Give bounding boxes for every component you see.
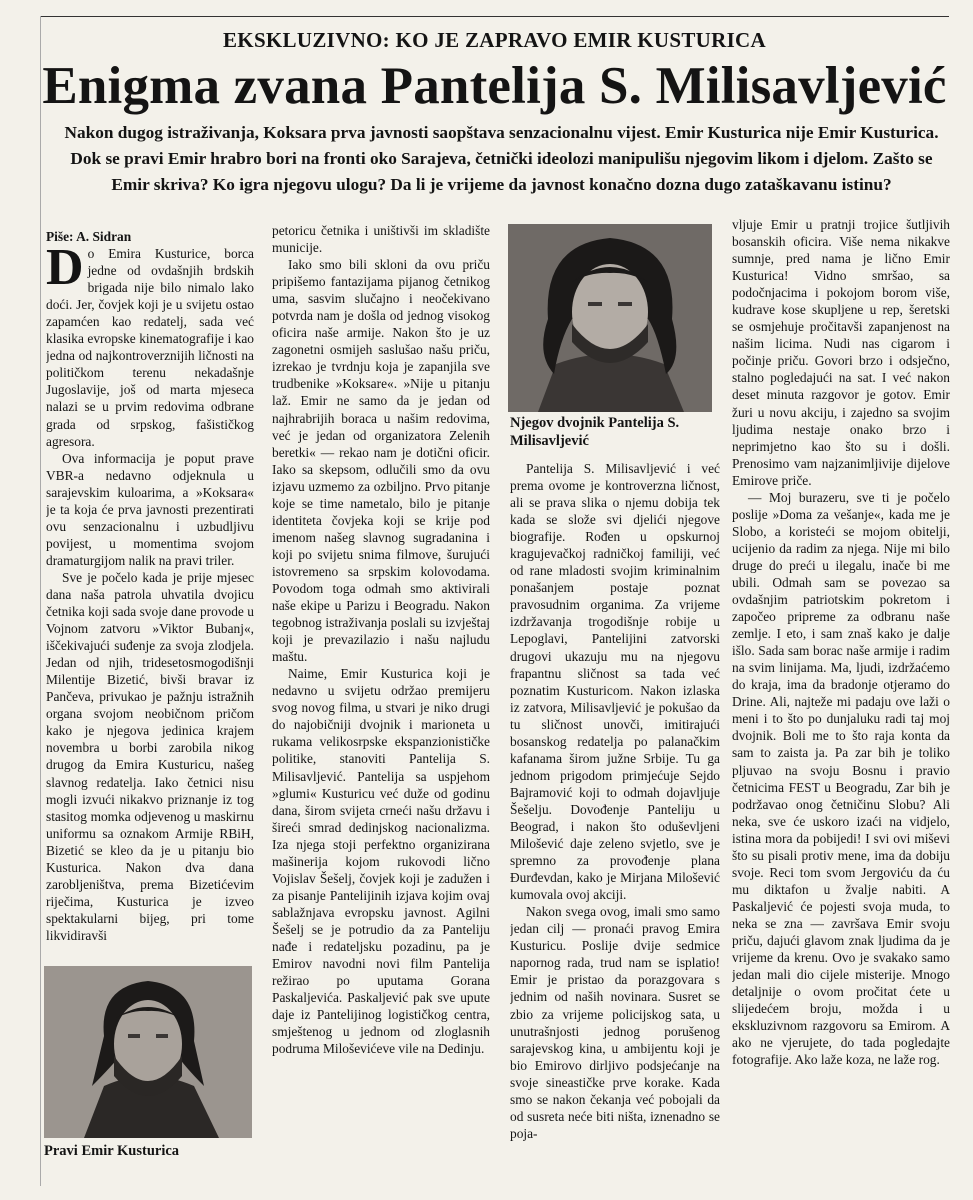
- top-rule: [40, 16, 949, 17]
- headline: Enigma zvana Pantelija S. Milisavljević: [42, 57, 947, 115]
- article-column-2: [272, 222, 490, 1167]
- lead-paragraph: Nakon dugog istraživanja, Koksara prva javnosti saopštava senzacionalnu vijest. Emir Kusturica nije Emir Kusturica. Dok se pravi Emir hrabro bori na fronti oko Sarajeva, četnički ideolozi manipulišu njegovim likom i djelom. Zašto se Emir skriva? Ko igra njegovu ulogu? Da li je vrijeme da javnost konačno dozna dugo zataškavanu istinu?: [64, 123, 939, 194]
- column-3-paragraph-2: Nakon svega ovog, imali smo samo jedan cilj — pronaći pravog Emira Kusturicu. Poslije dvije sedmice napornog rada, trud nam se isplatio! Emir je pristao da porazgovara s jednim od naših novinara. Susret se zbio za vrijeme policijskog sata, u unutrašnjosti jednog porušenog sarajevskog kina, u ambijentu koji je bio Emirovo dirljivo podsjećanje na svoje sineastičke prve korake. Kada smo se nakon čekanja već pobojali da od susreta neće biti ništa, iznenadno se poja-: [510, 904, 720, 1141]
- column-1-paragraph-2: Ova informacija je poput prave VBR-a nedavno odjeknula u sarajevskim kuloarima, a »Koksara« je ta koja će prva javnosti prezentirati ovu senzacionalnu i uzbudljivu povijest, u momentima svojom dramaturgijom nalik na pravi triler.: [46, 450, 254, 568]
- column-3-paragraph-1: Pantelija S. Milisavljević i već prema ovome je kontroverzna ličnost, ali se prava slika o njemu dobija tek kada se slože svi djelići njegove biografije. Rođen u opskurnoj kragujevačkoj radničkoj familiji, već od rane mladosti svojim kriminalnim ponašanjem postaje poznat pravosudnim organima. Za vrijeme izdržavanja trogodišnje robije u Lepoglavi, Pantelijini zatvorski drugovi ukazuju mu na njegovu frapantnu sličnost sa tada već poznatim Kusturicom. Nakon izlaska iz zatvora, Milisavljević je pokušao da tu sličnost unovči, imitirajući bosanskog redatelja po palanačkim kafanama širom južne Srbije. Tu ga jednom prigodom primjećuje Sejdo Bajramović koji to odmah dojavljuje Šešelju. Dovođenje Panteliju u Beograd, i nakon što oduševljeni Milošević daje zeleno svjetlo, sve je spremno za provođenje plana Đurđevdan, kako je Mirjana Milošević kumovala ovoj akciji.: [510, 461, 720, 903]
- article-column-1: [46, 228, 254, 968]
- drop-cap: D: [46, 239, 84, 297]
- column-4-paragraph-1: vljuje Emir u pratnji trojice šutljivih bosanskih oficira. Više nema nikakve sumnje, pred nama je lično Emir Kusturica! Vidno smršao, sa podočnjacima i pokojom borom više, kudrave kose skupljene u rep, šeretski se osmjehuje pročitavši zapanjenost na našim licima. Nudi nas cigarom i počinje priču. Govori brzo i odsječno, stalno pogledajući na sat. I već nakon deset minuta razgovor je gotov. Emir žuri u novu akciju, i zajedno sa svojim ljudima nestaje onako brzo i neprimjetno kao što su i došli. Prenosimo vam najzanimljivije dijelove Emirove priče.: [732, 217, 950, 488]
- article-column-4: [732, 216, 950, 1166]
- photo-double-pantelija: [508, 224, 712, 412]
- column-2-paragraph-2: Iako smo bili skloni da ovu priču pripišemo fantazijama pijanog četnikog uma, sasvim slučajno i neočekivano potvrda nam je došla od jednog visokog oficira naše armije. Nakon što je uz zagonetni osmijeh saslušao našu priču, izrekao je tvrdnju koja je zapanjila sve trudbenike »Koksare«. »Nije u pitanju laž. Emir ne samo da je jedan od najhrabrijih boraca u našim redovima, već je jedan od organizatora Zelenih beretki« — rekao nam je dotični oficir. Iako sa skepsom, odlučili smo da ovu izjavu uzmemo za ozbiljno. Prvo pitanje koje se time nametalo, bilo je pitanje identiteta čovjeka koji se krije pod imenom našeg slavnog sugradanina i koji po svijetu snima filmove, šurujući istovremeno sa srpskim kolovodama. Povodom toga odmah smo aktivirali naše ekipe u Parizu i Beogradu. Nakon tegobnog istraživanja poslali su izvještaj koji je prevazilazio i našu najludu maštu.: [272, 257, 490, 665]
- caption-double-pantelija: Njegov dvojnik Pantelija S. Milisavljević: [510, 415, 680, 449]
- article-column-3: [510, 460, 720, 1165]
- column-1-paragraph-1: Do Emira Kusturice, borca jedne od ovdašnjih brdskih brigada nije bilo nimalo lako doći. Jer, čovjek koji je u svijetu ostao zapamćen kao redatelj, sada već klasika evropske kinematografije i kao jedna od najkontroverznijih ličnosti na političkom terenu nekadašnje Jugoslavije, još od marta mjeseca nalazi se u prvim redovima odbrane grada od srpskog, fašističkog agresora.: [46, 239, 254, 449]
- photo-real-emir: [44, 966, 252, 1138]
- column-2-paragraph-1: petoricu četnika i uništivši im skladište municije.: [272, 223, 490, 256]
- byline: Piše: A. Sidran: [46, 229, 132, 244]
- column-4-paragraph-2: — Moj burazeru, sve ti je počelo poslije »Doma za vešanje«, kada me je Slobo, a koristeći se mojom obitelji, ucijenio da radim za njega. Nije mi bilo druge do preći u ilegalu, inače bi me ubili. Odmah sam se povezao sa ovdašnjim patriotskim pokretom i započeo pripreme za odbranu naše zemlje. I eto, i sam znaš kako je dalje išlo. Sada sam borac naše armije i radim na svim linijama. Ma, ljudi, izdržaćemo do kraja, ima da bradonje otjeramo do Drine. Ali, najteže mi padaju ove laži o meni i to što po dunjaluku radi taj moj dvojnik. Boli me to što raja konta da sam to zaista ja. Pa zar bih je toliko pljuvao na svoju Bosnu i pravio četnicima FEST u Beogradu, Zar bih je podržavao onog četničinu Slobu? Ali neka, sve će uskoro izaći na vidjelo, istina mora da pobijedi! I svi ovi miševi što su pisali protiv mene, ima da dobiju svoje. Reci tom svom Jergoviću da ću mu diktafon u žvalje nabiti. A Paskaljević će pojesti svoja muda, to neka se zna — završava Emir svoju priču, dajući glavom znak ljudima da je vrijeme da krenu. Ovo je svakako samo jedan mali dio cijele misterije. Mnogo detaljnije o ovom pročitat ćete u slijedećem broju, možda i u ekskluzivnom razgovoru sa Emirom. A ako ne vjerujete, do tada pogledajte fotografije. Ako laže koza, ne laže rog.: [732, 489, 950, 1068]
- column-2-paragraph-3: Naime, Emir Kusturica koji je nedavno u svijetu održao premijeru svog novog filma, u stvari je niko drugi do najobičniji dvojnik i marioneta u rukama velikosrpske ekspanzionističke politike, stanoviti Pantelija S. Milisavljević. Pantelija sa uspjehom »glumi« Kusturicu već duže od godinu dana, širom svijeta crneći našu državu i šireći smrad dedinjskog nacionalizma. Iza njega stoji perfektno organizirana mašinerija kojom rukovodi lično Vojislav Šešelj, čovjek koji je zadužen i za pisanje Pantelijinih izjava kojim ovaj sablažnjava evropsku javnost. Agilni Šešelj se je potrudio da za Panteliju nađe i redateljsku pozadinu, pa je Emirov navodni novi film Pantelija režirao po uputama Gorana Paskaljevića. Paskaljević pak sve upute daje iz Pantelijinog logističkog centra, smještenog u jednom od zloglasnih podruma Miloševićeve vile na Dedinju.: [272, 666, 490, 1057]
- left-margin-rule: [40, 16, 41, 1186]
- caption-real-emir: Pravi Emir Kusturica: [44, 1143, 180, 1159]
- kicker: EKSKLUZIVNO: KO JE ZAPRAVO EMIR KUSTURICA: [223, 28, 766, 52]
- column-1-paragraph-3: Sve je počelo kada je prije mjesec dana naša patrola uhvatila dvojicu četnika koji sada svoje dane provode u Vojnom zatvoru »Viktor Bubanj«, iščekivajući suđenje za svoja zlodjela. Jedan od njih, tridesetosmogodišnji Milentije Bizetić, bivši bravar iz Pančeva, privukao je pažnju istražnih organa svojom neobičnom pričom kako je njegova jedinica krajem novembra u borbi zarobila nikog drugog da Emira Kusturicu, našeg slavnog redatelja. Iako četnici nisu mogli izvući nikakvo priznanje iz tog stasitog momka odjevenog u maskirnu uniformu sa oznakom Armije RBiH, Bizetić se kleo da je u pitanju bio Kusturica. Nakon dva dana zarobljeništva, prema Bizetićevim riječima, Kusturica je izveo spektakularni bijeg, pri tome likvidiravši: [46, 569, 254, 943]
